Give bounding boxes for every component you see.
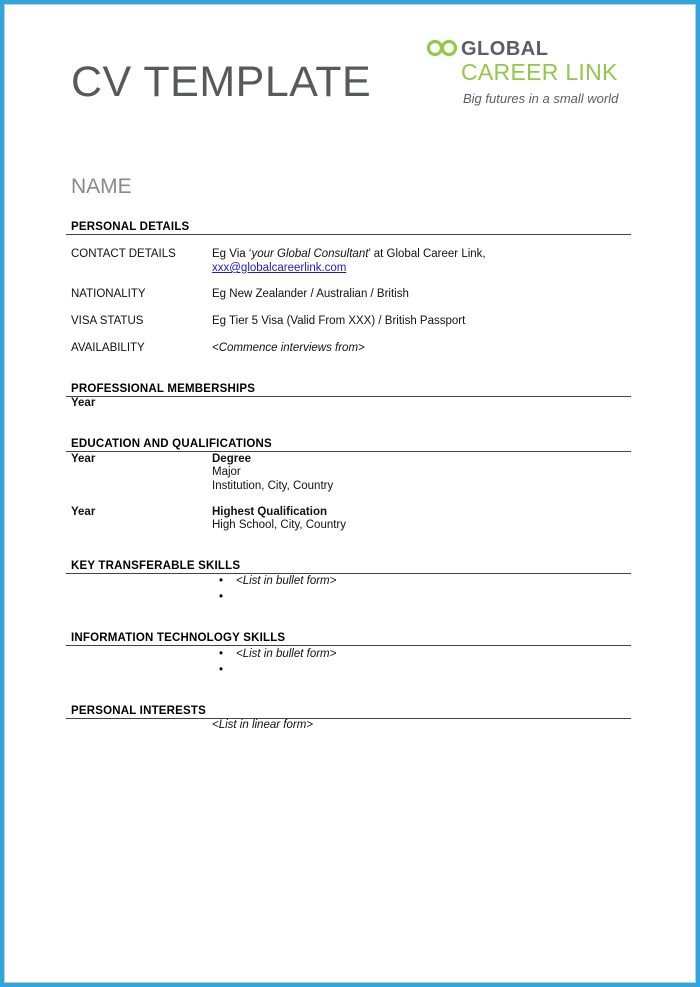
contact-prefix: Eg Via ‘: [212, 248, 252, 260]
education-degree-1: Degree: [212, 453, 251, 465]
logo-tagline: Big futures in a small world: [463, 91, 619, 106]
education-heading: EDUCATION AND QUALIFICATIONS: [71, 438, 272, 450]
membership-year: Year: [71, 397, 96, 409]
key-skills-item: <List in bullet form>: [236, 575, 337, 587]
interests-item: <List in linear form>: [212, 719, 313, 731]
education-year-1: Year: [71, 453, 96, 465]
it-skills-item: <List in bullet form>: [236, 648, 337, 660]
nationality-label: NATIONALITY: [71, 288, 146, 300]
bullet-icon: •: [219, 591, 224, 603]
visa-status-value: Eg Tier 5 Visa (Valid From XXX) / British Passport: [212, 315, 466, 327]
section-divider: [66, 234, 631, 235]
bullet-icon: •: [219, 575, 224, 587]
bullet-icon: •: [219, 664, 224, 676]
nationality-value: Eg New Zealander / Australian / British: [212, 288, 409, 300]
education-institution-2: High School, City, Country: [212, 519, 347, 531]
it-skills-heading: INFORMATION TECHNOLOGY SKILLS: [71, 632, 286, 644]
key-skills-heading: KEY TRANSFERABLE SKILLS: [71, 560, 241, 572]
education-major-1: Major: [212, 466, 241, 478]
education-degree-2: Highest Qualification: [212, 506, 328, 518]
memberships-heading: PROFESSIONAL MEMBERSHIPS: [71, 383, 256, 395]
section-divider: [66, 718, 631, 719]
interests-heading: PERSONAL INTERESTS: [71, 705, 207, 717]
logo-word-career-link: CAREER LINK: [461, 59, 618, 85]
contact-email-link[interactable]: xxx@globalcareerlink.com: [212, 262, 347, 274]
contact-suffix: ’ at Global Career Link,: [368, 248, 486, 260]
availability-value: <Commence interviews from>: [212, 342, 365, 354]
section-divider: [66, 451, 631, 452]
section-divider: [66, 645, 631, 646]
education-institution-1: Institution, City, Country: [212, 480, 334, 492]
availability-label: AVAILABILITY: [71, 342, 145, 354]
contact-details-value: [212, 248, 486, 260]
cv-page: [4, 4, 696, 983]
section-divider: [66, 573, 631, 574]
contact-details-label: CONTACT DETAILS: [71, 248, 176, 260]
section-divider: [66, 396, 631, 397]
contact-consultant: your Global Consultant: [251, 248, 369, 260]
bullet-icon: •: [219, 648, 224, 660]
visa-status-label: VISA STATUS: [71, 315, 144, 327]
name-heading: NAME: [71, 175, 132, 198]
education-year-2: Year: [71, 506, 96, 518]
personal-details-heading: PERSONAL DETAILS: [71, 221, 190, 233]
logo-word-global: GLOBAL: [461, 38, 549, 60]
infinity-logo-icon: [426, 37, 460, 59]
page-title: CV TEMPLATE: [71, 58, 372, 106]
